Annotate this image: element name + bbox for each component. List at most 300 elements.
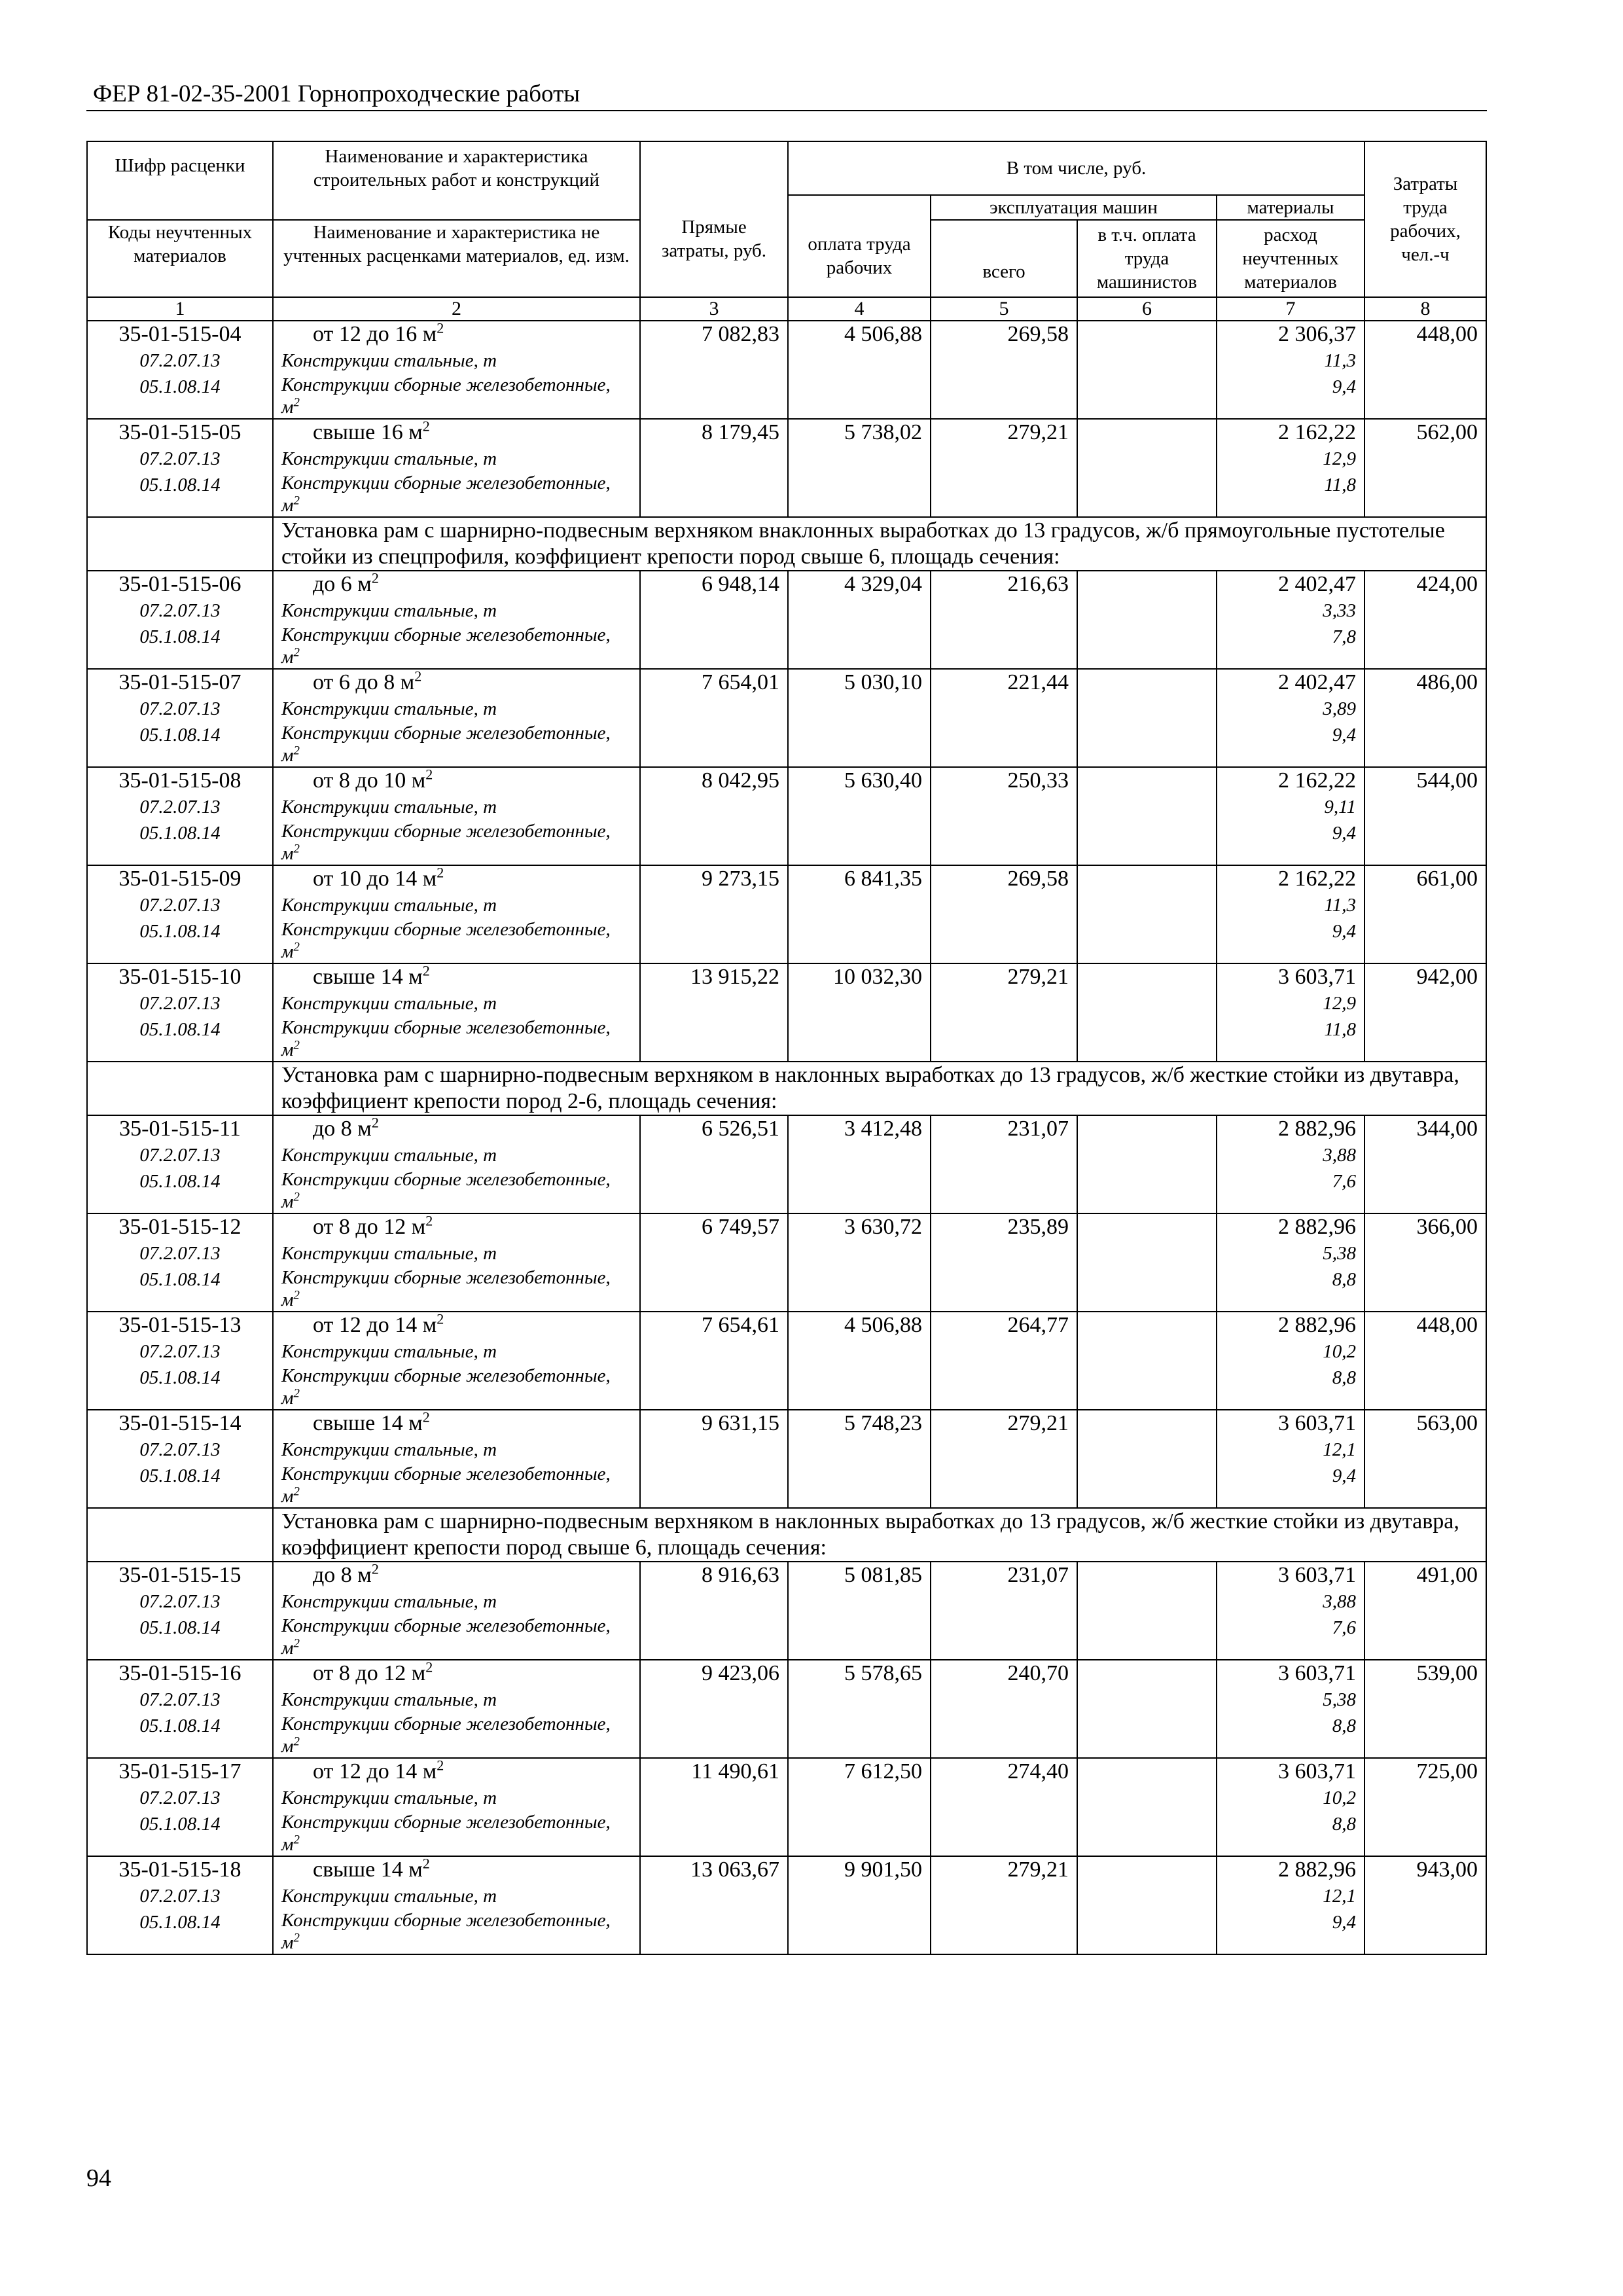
table-row bbox=[87, 1660, 1486, 1758]
cell-materials bbox=[1217, 1213, 1364, 1312]
cell-labor-value: 563,00 bbox=[1416, 1411, 1478, 1435]
cell-labor-value: 943,00 bbox=[1416, 1857, 1478, 1882]
cell-mach-total bbox=[931, 571, 1077, 669]
cell-mach-total-value: 274,40 bbox=[1007, 1759, 1069, 1784]
unit-superscript: 2 bbox=[437, 1757, 444, 1774]
mat-qty-2: 9,4 bbox=[1332, 823, 1356, 844]
cell-wage bbox=[788, 1213, 931, 1312]
col-num-2: 2 bbox=[273, 297, 640, 321]
cell-labor bbox=[1364, 1856, 1486, 1954]
unit-superscript: 2 bbox=[371, 1560, 379, 1577]
mat-qty-2: 7,6 bbox=[1332, 1617, 1356, 1638]
mat-qty-1: 3,88 bbox=[1323, 1591, 1356, 1612]
cell-wage-value: 5 630,40 bbox=[844, 768, 922, 793]
mat-name-2 bbox=[281, 1365, 632, 1409]
work-name-text: от 8 до 12 м bbox=[313, 1215, 426, 1239]
mat-name-1: Конструкции стальные, т bbox=[281, 1886, 497, 1907]
cell-direct bbox=[640, 1758, 788, 1856]
work-name-text: от 8 до 10 м bbox=[313, 768, 426, 793]
mat-name-1: Конструкции стальные, т bbox=[281, 797, 497, 817]
cell-labor bbox=[1364, 669, 1486, 767]
mat-code-1: 07.2.07.13 bbox=[139, 993, 221, 1014]
cell-wage-value: 5 748,23 bbox=[844, 1411, 922, 1435]
mat-name-1: Конструкции стальные, т bbox=[281, 600, 497, 621]
work-name-text: свыше 16 м bbox=[313, 420, 423, 444]
mat-name-1: Конструкции стальные, т bbox=[281, 698, 497, 719]
table-row bbox=[87, 669, 1486, 767]
unit-superscript: 2 bbox=[293, 1484, 300, 1499]
cell-mach-total-value: 264,77 bbox=[1007, 1313, 1069, 1337]
cell-code bbox=[87, 571, 273, 669]
mat-name-2-text: Конструкции сборные железобетонные, м bbox=[281, 1615, 611, 1659]
cell-labor bbox=[1364, 571, 1486, 669]
mat-name-2 bbox=[281, 1463, 632, 1507]
mat-name-2-text: Конструкции сборные железобетонные, м bbox=[281, 723, 611, 766]
header-code bbox=[87, 141, 273, 220]
cell-code bbox=[87, 419, 273, 517]
table-row bbox=[87, 865, 1486, 963]
cell-wage bbox=[788, 1660, 931, 1758]
mat-qty-2: 7,6 bbox=[1332, 1171, 1356, 1192]
col-num-6: 6 bbox=[1077, 297, 1217, 321]
cell-mach-wage bbox=[1077, 1410, 1217, 1508]
cell-direct bbox=[640, 1660, 788, 1758]
cell-mach-total-value: 216,63 bbox=[1007, 572, 1069, 596]
rate-code: 35-01-515-07 bbox=[118, 670, 241, 694]
header-incl: В том числе, руб. bbox=[788, 141, 1364, 195]
work-name-text: до 8 м bbox=[313, 1117, 372, 1141]
mat-code-1: 07.2.07.13 bbox=[139, 1591, 221, 1612]
cell-materials bbox=[1217, 1562, 1364, 1660]
mat-name-2 bbox=[281, 1909, 632, 1954]
mat-name-1: Конструкции стальные, т bbox=[281, 1591, 497, 1612]
cell-code bbox=[87, 1312, 273, 1410]
work-name-text: от 6 до 8 м bbox=[313, 670, 415, 694]
rate-code: 35-01-515-05 bbox=[118, 420, 241, 444]
cell-mach-wage bbox=[1077, 571, 1217, 669]
mat-qty-2: 11,8 bbox=[1324, 1019, 1356, 1040]
mat-code-1: 07.2.07.13 bbox=[139, 1439, 221, 1460]
cell-direct-value: 13 915,22 bbox=[690, 965, 779, 989]
rate-code: 35-01-515-13 bbox=[118, 1313, 241, 1337]
table-row bbox=[87, 419, 1486, 517]
materials-value: 2 882,96 bbox=[1278, 1857, 1356, 1882]
cell-direct bbox=[640, 1856, 788, 1954]
cell-mach-total-value: 235,89 bbox=[1007, 1215, 1069, 1239]
cell-name bbox=[273, 767, 640, 865]
work-name bbox=[281, 1660, 632, 1687]
work-name bbox=[281, 768, 632, 794]
materials-value: 3 603,71 bbox=[1278, 1563, 1356, 1587]
materials-value: 2 402,47 bbox=[1278, 670, 1356, 694]
section-row bbox=[87, 517, 1486, 571]
cell-materials bbox=[1217, 1312, 1364, 1410]
table-row bbox=[87, 963, 1486, 1062]
cell-materials bbox=[1217, 571, 1364, 669]
cell-direct bbox=[640, 767, 788, 865]
rate-code: 35-01-515-06 bbox=[118, 572, 241, 596]
materials-value: 2 162,22 bbox=[1278, 867, 1356, 891]
cell-mach-total-value: 240,70 bbox=[1007, 1661, 1069, 1685]
cell-name bbox=[273, 669, 640, 767]
cell-direct bbox=[640, 669, 788, 767]
cell-wage bbox=[788, 1115, 931, 1213]
cell-mach-total-value: 279,21 bbox=[1007, 1411, 1069, 1435]
cell-name bbox=[273, 1660, 640, 1758]
cell-direct-value: 8 916,63 bbox=[702, 1563, 779, 1587]
mat-code-2: 05.1.08.14 bbox=[139, 921, 221, 942]
cell-wage bbox=[788, 865, 931, 963]
unit-superscript: 2 bbox=[293, 1288, 300, 1302]
cell-direct-value: 6 749,57 bbox=[702, 1215, 779, 1239]
table-row bbox=[87, 1562, 1486, 1660]
cell-labor-value: 448,00 bbox=[1416, 1313, 1478, 1337]
cell-labor-value: 539,00 bbox=[1416, 1661, 1478, 1685]
unit-superscript: 2 bbox=[293, 1833, 300, 1847]
cell-mach-total bbox=[931, 1856, 1077, 1954]
header-code-bottom: Коды неучтенных материалов bbox=[87, 220, 273, 297]
header-materials: материалы bbox=[1217, 195, 1364, 220]
materials-value: 2 306,37 bbox=[1278, 322, 1356, 346]
cell-labor-value: 366,00 bbox=[1416, 1215, 1478, 1239]
rate-code: 35-01-515-15 bbox=[118, 1563, 241, 1587]
cell-labor bbox=[1364, 1660, 1486, 1758]
rate-code: 35-01-515-12 bbox=[118, 1215, 241, 1239]
cell-labor bbox=[1364, 1410, 1486, 1508]
cell-mach-wage bbox=[1077, 321, 1217, 419]
cell-name bbox=[273, 1856, 640, 1954]
unit-superscript: 2 bbox=[371, 1114, 379, 1131]
unit-superscript: 2 bbox=[422, 1408, 430, 1426]
cell-direct bbox=[640, 1213, 788, 1312]
mat-name-2-text: Конструкции сборные железобетонные, м bbox=[281, 1267, 611, 1310]
mat-qty-2: 8,8 bbox=[1332, 1715, 1356, 1736]
cell-wage-value: 3 630,72 bbox=[844, 1215, 922, 1239]
unit-superscript: 2 bbox=[293, 493, 300, 508]
table-header bbox=[87, 141, 1486, 321]
mat-qty-1: 12,1 bbox=[1323, 1439, 1356, 1460]
mat-name-2-text: Конструкции сборные железобетонные, м bbox=[281, 1463, 611, 1507]
cell-mach-wage bbox=[1077, 419, 1217, 517]
header-direct: Прямые затраты, руб. bbox=[640, 141, 788, 297]
cell-code bbox=[87, 767, 273, 865]
mat-name-2 bbox=[281, 624, 632, 668]
mat-code-2: 05.1.08.14 bbox=[139, 1912, 221, 1933]
cell-materials bbox=[1217, 1758, 1364, 1856]
mat-name-2 bbox=[281, 722, 632, 766]
mat-code-1: 07.2.07.13 bbox=[139, 1787, 221, 1808]
cell-mach-total bbox=[931, 1758, 1077, 1856]
cell-direct bbox=[640, 419, 788, 517]
section-title: Установка рам с шарнирно-подвесным верхняком внаклонных выработках до 13 градусов, ж/б прямоугольные пустотелые стойки из спецпрофиля, коэффициент крепости пород свыше 6, площадь сечения: bbox=[273, 517, 1486, 571]
mat-name-1: Конструкции стальные, т bbox=[281, 1689, 497, 1710]
mat-name-1: Конструкции стальные, т bbox=[281, 350, 497, 371]
cell-labor bbox=[1364, 419, 1486, 517]
mat-code-1: 07.2.07.13 bbox=[139, 448, 221, 469]
work-name-text: от 8 до 12 м bbox=[313, 1661, 426, 1685]
cell-mach-total-value: 269,58 bbox=[1007, 322, 1069, 346]
unit-superscript: 2 bbox=[414, 668, 422, 685]
materials-value: 3 603,71 bbox=[1278, 1661, 1356, 1685]
cell-mach-total-value: 231,07 bbox=[1007, 1563, 1069, 1587]
materials-value: 2 882,96 bbox=[1278, 1215, 1356, 1239]
rate-code: 35-01-515-17 bbox=[118, 1759, 241, 1784]
mat-name-1: Конструкции стальные, т bbox=[281, 1145, 497, 1166]
cell-direct-value: 11 490,61 bbox=[691, 1759, 779, 1784]
cell-wage bbox=[788, 767, 931, 865]
mat-name-2-text: Конструкции сборные железобетонные, м bbox=[281, 1910, 611, 1953]
cell-materials bbox=[1217, 669, 1364, 767]
unit-superscript: 2 bbox=[422, 1855, 430, 1872]
rate-code: 35-01-515-16 bbox=[118, 1661, 241, 1685]
cell-code bbox=[87, 1758, 273, 1856]
cell-wage bbox=[788, 1758, 931, 1856]
rate-code: 35-01-515-10 bbox=[118, 965, 241, 989]
table-row bbox=[87, 1312, 1486, 1410]
mat-code-1: 07.2.07.13 bbox=[139, 797, 221, 817]
cell-direct-value: 9 423,06 bbox=[702, 1661, 779, 1685]
cell-direct bbox=[640, 865, 788, 963]
cell-code bbox=[87, 865, 273, 963]
mat-qty-2: 9,4 bbox=[1332, 1912, 1356, 1933]
work-name-text: свыше 14 м bbox=[313, 1857, 423, 1882]
cell-code bbox=[87, 1213, 273, 1312]
unit-superscript: 2 bbox=[371, 569, 379, 586]
cell-wage-value: 6 841,35 bbox=[844, 867, 922, 891]
mat-code-2: 05.1.08.14 bbox=[139, 1465, 221, 1486]
mat-name-2-text: Конструкции сборные железобетонные, м bbox=[281, 1169, 611, 1212]
col-num-5: 5 bbox=[931, 297, 1077, 321]
cell-mach-total bbox=[931, 1660, 1077, 1758]
materials-value: 2 882,96 bbox=[1278, 1313, 1356, 1337]
cell-wage bbox=[788, 669, 931, 767]
cell-wage-value: 3 412,48 bbox=[844, 1117, 922, 1141]
work-name bbox=[281, 1116, 632, 1142]
table-row bbox=[87, 1213, 1486, 1312]
cell-wage bbox=[788, 1856, 931, 1954]
page-title: ФЕР 81-02-35-2001 Горнопроходческие работы bbox=[93, 81, 580, 107]
mat-qty-2: 8,8 bbox=[1332, 1269, 1356, 1290]
cell-direct bbox=[640, 571, 788, 669]
cell-mach-total-value: 221,44 bbox=[1007, 670, 1069, 694]
cell-name bbox=[273, 963, 640, 1062]
mat-qty-1: 11,3 bbox=[1324, 895, 1356, 916]
rate-code: 35-01-515-04 bbox=[118, 322, 241, 346]
cell-mach-total bbox=[931, 865, 1077, 963]
work-name bbox=[281, 1214, 632, 1240]
cell-direct-value: 7 654,01 bbox=[702, 670, 779, 694]
cell-labor bbox=[1364, 963, 1486, 1062]
cell-mach-wage bbox=[1077, 669, 1217, 767]
cell-direct-value: 9 631,15 bbox=[702, 1411, 779, 1435]
cell-labor-value: 344,00 bbox=[1416, 1117, 1478, 1141]
section-title: Установка рам с шарнирно-подвесным верхняком в наклонных выработках до 13 градусов, ж/б жесткие стойки из двутавра, коэффициент крепости пород 2-6, площадь сечения: bbox=[273, 1062, 1486, 1115]
mat-name-2-text: Конструкции сборные железобетонные, м bbox=[281, 919, 611, 962]
mat-name-2 bbox=[281, 1615, 632, 1659]
table-body bbox=[87, 321, 1486, 1954]
cell-mach-wage bbox=[1077, 963, 1217, 1062]
cell-mach-total bbox=[931, 1312, 1077, 1410]
work-name bbox=[281, 1312, 632, 1338]
cell-name bbox=[273, 321, 640, 419]
cell-direct bbox=[640, 321, 788, 419]
cell-mach-wage bbox=[1077, 865, 1217, 963]
header-machines: эксплуатация машин bbox=[931, 195, 1217, 220]
mat-qty-1: 3,89 bbox=[1323, 698, 1356, 719]
materials-value: 2 402,47 bbox=[1278, 572, 1356, 596]
work-name bbox=[281, 571, 632, 598]
cell-materials bbox=[1217, 1115, 1364, 1213]
cell-labor-value: 562,00 bbox=[1416, 420, 1478, 444]
cell-mach-total-value: 279,21 bbox=[1007, 420, 1069, 444]
materials-value: 3 603,71 bbox=[1278, 965, 1356, 989]
work-name bbox=[281, 1562, 632, 1588]
mat-qty-2: 9,4 bbox=[1332, 1465, 1356, 1486]
header-name-bottom: Наименование и характеристика не учтенных расценками материалов, ед. изм. bbox=[273, 220, 640, 297]
mat-name-2-text: Конструкции сборные железобетонные, м bbox=[281, 1812, 611, 1855]
cell-wage-value: 5 081,85 bbox=[844, 1563, 922, 1587]
section-blank bbox=[87, 1508, 273, 1562]
cell-labor-value: 448,00 bbox=[1416, 322, 1478, 346]
col-num-1: 1 bbox=[87, 297, 273, 321]
cell-labor-value: 725,00 bbox=[1416, 1759, 1478, 1784]
mat-qty-1: 9,11 bbox=[1324, 797, 1356, 817]
cell-materials bbox=[1217, 963, 1364, 1062]
work-name bbox=[281, 1759, 632, 1785]
work-name bbox=[281, 1410, 632, 1437]
work-name-text: свыше 14 м bbox=[313, 1411, 423, 1435]
cell-labor-value: 661,00 bbox=[1416, 867, 1478, 891]
materials-value: 2 882,96 bbox=[1278, 1117, 1356, 1141]
mat-code-1: 07.2.07.13 bbox=[139, 600, 221, 621]
cell-wage bbox=[788, 571, 931, 669]
cell-code bbox=[87, 1562, 273, 1660]
mat-qty-1: 12,9 bbox=[1323, 448, 1356, 469]
cell-mach-total bbox=[931, 321, 1077, 419]
unit-superscript: 2 bbox=[425, 1212, 433, 1229]
cell-name bbox=[273, 1213, 640, 1312]
unit-superscript: 2 bbox=[293, 1931, 300, 1945]
mat-qty-2: 8,8 bbox=[1332, 1814, 1356, 1835]
cell-labor bbox=[1364, 1115, 1486, 1213]
cell-code bbox=[87, 1660, 273, 1758]
cell-name bbox=[273, 1758, 640, 1856]
unit-superscript: 2 bbox=[437, 319, 444, 336]
table-row bbox=[87, 571, 1486, 669]
cell-code bbox=[87, 1410, 273, 1508]
unit-superscript: 2 bbox=[437, 864, 444, 881]
mat-name-1: Конструкции стальные, т bbox=[281, 1439, 497, 1460]
table-row bbox=[87, 1856, 1486, 1954]
mat-code-2: 05.1.08.14 bbox=[139, 475, 221, 495]
mat-name-2-text: Конструкции сборные железобетонные, м bbox=[281, 624, 611, 668]
header-code-top: Шифр расценки bbox=[115, 155, 245, 176]
work-name bbox=[281, 670, 632, 696]
page-number: 94 bbox=[86, 2164, 111, 2192]
mat-name-2 bbox=[281, 1811, 632, 1856]
mat-qty-2: 9,4 bbox=[1332, 921, 1356, 942]
section-row bbox=[87, 1508, 1486, 1562]
rate-code: 35-01-515-11 bbox=[119, 1117, 241, 1141]
cell-labor-value: 491,00 bbox=[1416, 1563, 1478, 1587]
mat-qty-1: 3,33 bbox=[1323, 600, 1356, 621]
cell-wage-value: 4 506,88 bbox=[844, 1313, 922, 1337]
mat-code-2: 05.1.08.14 bbox=[139, 1269, 221, 1290]
unit-superscript: 2 bbox=[293, 940, 300, 954]
rate-code: 35-01-515-08 bbox=[118, 768, 241, 793]
col-num-8: 8 bbox=[1364, 297, 1486, 321]
unit-superscript: 2 bbox=[293, 395, 300, 410]
unit-superscript: 2 bbox=[293, 1038, 300, 1052]
cell-wage bbox=[788, 1312, 931, 1410]
table-row bbox=[87, 1410, 1486, 1508]
cell-labor-value: 942,00 bbox=[1416, 965, 1478, 989]
cell-direct bbox=[640, 1312, 788, 1410]
mat-code-1: 07.2.07.13 bbox=[139, 1243, 221, 1264]
rate-code: 35-01-515-09 bbox=[118, 867, 241, 891]
work-name-text: от 12 до 14 м bbox=[313, 1759, 437, 1784]
unit-superscript: 2 bbox=[293, 645, 300, 660]
cell-labor bbox=[1364, 1758, 1486, 1856]
mat-name-1: Конструкции стальные, т bbox=[281, 993, 497, 1014]
cell-labor bbox=[1364, 767, 1486, 865]
cell-wage bbox=[788, 963, 931, 1062]
mat-code-2: 05.1.08.14 bbox=[139, 1814, 221, 1835]
cell-wage-value: 5 578,65 bbox=[844, 1661, 922, 1685]
cell-labor-value: 424,00 bbox=[1416, 572, 1478, 596]
rate-code: 35-01-515-18 bbox=[118, 1857, 241, 1882]
cell-wage-value: 7 612,50 bbox=[844, 1759, 922, 1784]
cell-code bbox=[87, 1856, 273, 1954]
materials-value: 2 162,22 bbox=[1278, 420, 1356, 444]
cell-name bbox=[273, 1410, 640, 1508]
mat-code-2: 05.1.08.14 bbox=[139, 626, 221, 647]
cell-direct bbox=[640, 963, 788, 1062]
cell-direct-value: 6 948,14 bbox=[702, 572, 779, 596]
mat-name-2 bbox=[281, 374, 632, 418]
header-wage: оплата труда рабочих bbox=[788, 195, 931, 297]
cell-wage bbox=[788, 1410, 931, 1508]
cell-wage-value: 5 030,10 bbox=[844, 670, 922, 694]
cell-wage-value: 10 032,30 bbox=[833, 965, 922, 989]
mat-name-2 bbox=[281, 1016, 632, 1061]
cell-direct bbox=[640, 1115, 788, 1213]
mat-name-2-text: Конструкции сборные железобетонные, м bbox=[281, 473, 611, 516]
work-name bbox=[281, 866, 632, 892]
mat-name-1: Конструкции стальные, т bbox=[281, 1787, 497, 1808]
table-row bbox=[87, 767, 1486, 865]
mat-qty-2: 9,4 bbox=[1332, 376, 1356, 397]
mat-name-2-text: Конструкции сборные железобетонные, м bbox=[281, 821, 611, 864]
mat-qty-1: 5,38 bbox=[1323, 1243, 1356, 1264]
cell-mach-total bbox=[931, 1213, 1077, 1312]
section-row bbox=[87, 1062, 1486, 1115]
cell-code bbox=[87, 963, 273, 1062]
cell-direct-value: 13 063,67 bbox=[690, 1857, 779, 1882]
cell-direct bbox=[640, 1562, 788, 1660]
cell-direct-value: 6 526,51 bbox=[702, 1117, 779, 1141]
unit-superscript: 2 bbox=[293, 842, 300, 856]
cell-mach-wage bbox=[1077, 1660, 1217, 1758]
mat-code-2: 05.1.08.14 bbox=[139, 376, 221, 397]
mat-code-1: 07.2.07.13 bbox=[139, 895, 221, 916]
unit-superscript: 2 bbox=[293, 744, 300, 758]
cell-mach-wage bbox=[1077, 767, 1217, 865]
cell-wage-value: 9 901,50 bbox=[844, 1857, 922, 1882]
materials-value: 3 603,71 bbox=[1278, 1411, 1356, 1435]
unit-superscript: 2 bbox=[425, 766, 433, 783]
cell-name bbox=[273, 1562, 640, 1660]
